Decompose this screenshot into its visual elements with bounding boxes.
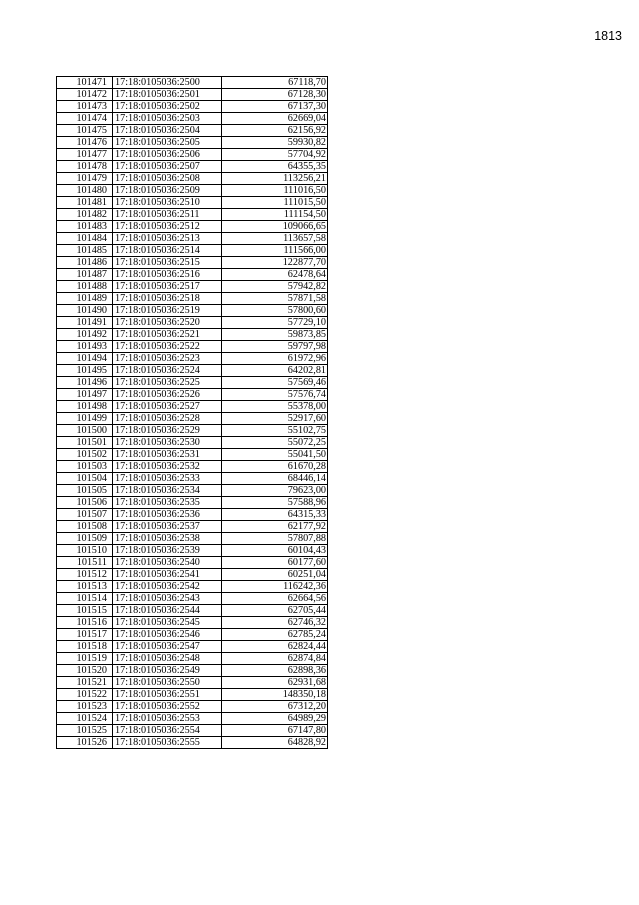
value-cell: 57704,92 (222, 149, 328, 161)
row-id-cell: 101482 (57, 209, 113, 221)
cadastral-number-cell: 17:18:0105036:2522 (113, 341, 222, 353)
row-id-cell: 101486 (57, 257, 113, 269)
row-id-cell: 101524 (57, 713, 113, 725)
row-id-cell: 101493 (57, 341, 113, 353)
table-row (57, 629, 328, 641)
row-id-cell: 101477 (57, 149, 113, 161)
cadastral-number-cell: 17:18:0105036:2532 (113, 461, 222, 473)
table-row (57, 305, 328, 317)
cadastral-number-cell: 17:18:0105036:2505 (113, 137, 222, 149)
row-id-cell: 101485 (57, 245, 113, 257)
row-id-cell: 101501 (57, 437, 113, 449)
cadastral-number-cell: 17:18:0105036:2540 (113, 557, 222, 569)
value-cell: 116242,36 (222, 581, 328, 593)
table-row (57, 209, 328, 221)
row-id-cell: 101525 (57, 725, 113, 737)
cadastral-number-cell: 17:18:0105036:2518 (113, 293, 222, 305)
row-id-cell: 101510 (57, 545, 113, 557)
table-row (57, 377, 328, 389)
table-row (57, 89, 328, 101)
cadastral-number-cell: 17:18:0105036:2552 (113, 701, 222, 713)
table-row (57, 533, 328, 545)
value-cell: 109066,65 (222, 221, 328, 233)
cadastral-number-cell: 17:18:0105036:2520 (113, 317, 222, 329)
table-row (57, 269, 328, 281)
row-id-cell: 101496 (57, 377, 113, 389)
value-cell: 60177,60 (222, 557, 328, 569)
row-id-cell: 101513 (57, 581, 113, 593)
value-cell: 111016,50 (222, 185, 328, 197)
cadastral-number-cell: 17:18:0105036:2551 (113, 689, 222, 701)
cadastral-number-cell: 17:18:0105036:2501 (113, 89, 222, 101)
row-id-cell: 101521 (57, 677, 113, 689)
row-id-cell: 101498 (57, 401, 113, 413)
value-cell: 57588,96 (222, 497, 328, 509)
value-cell: 113657,58 (222, 233, 328, 245)
cadastral-number-cell: 17:18:0105036:2548 (113, 653, 222, 665)
row-id-cell: 101491 (57, 317, 113, 329)
cadastral-number-cell: 17:18:0105036:2519 (113, 305, 222, 317)
cadastral-number-cell: 17:18:0105036:2515 (113, 257, 222, 269)
table-row (57, 593, 328, 605)
table-row (57, 401, 328, 413)
table-row (57, 569, 328, 581)
cadastral-number-cell: 17:18:0105036:2511 (113, 209, 222, 221)
value-cell: 64989,29 (222, 713, 328, 725)
cadastral-number-cell: 17:18:0105036:2529 (113, 425, 222, 437)
table-row (57, 557, 328, 569)
row-id-cell: 101480 (57, 185, 113, 197)
value-cell: 55041,50 (222, 449, 328, 461)
value-cell: 57800,60 (222, 305, 328, 317)
table-row (57, 173, 328, 185)
table-row (57, 77, 328, 89)
cadastral-number-cell: 17:18:0105036:2516 (113, 269, 222, 281)
table-row (57, 293, 328, 305)
value-cell: 64355,35 (222, 161, 328, 173)
table-row (57, 317, 328, 329)
value-cell: 111015,50 (222, 197, 328, 209)
cadastral-number-cell: 17:18:0105036:2508 (113, 173, 222, 185)
cadastral-number-cell: 17:18:0105036:2507 (113, 161, 222, 173)
row-id-cell: 101508 (57, 521, 113, 533)
value-cell: 68446,14 (222, 473, 328, 485)
cadastral-number-cell: 17:18:0105036:2509 (113, 185, 222, 197)
cadastral-number-cell: 17:18:0105036:2512 (113, 221, 222, 233)
table-row (57, 665, 328, 677)
row-id-cell: 101484 (57, 233, 113, 245)
table-row (57, 245, 328, 257)
value-cell: 60104,43 (222, 545, 328, 557)
row-id-cell: 101487 (57, 269, 113, 281)
row-id-cell: 101489 (57, 293, 113, 305)
row-id-cell: 101479 (57, 173, 113, 185)
row-id-cell: 101490 (57, 305, 113, 317)
row-id-cell: 101509 (57, 533, 113, 545)
table-row (57, 233, 328, 245)
table-row (57, 689, 328, 701)
table-row (57, 341, 328, 353)
row-id-cell: 101506 (57, 497, 113, 509)
value-cell: 62664,56 (222, 593, 328, 605)
value-cell: 122877,70 (222, 257, 328, 269)
cadastral-number-cell: 17:18:0105036:2526 (113, 389, 222, 401)
table-row (57, 365, 328, 377)
row-id-cell: 101483 (57, 221, 113, 233)
row-id-cell: 101481 (57, 197, 113, 209)
row-id-cell: 101472 (57, 89, 113, 101)
row-id-cell: 101512 (57, 569, 113, 581)
cadastral-number-cell: 17:18:0105036:2545 (113, 617, 222, 629)
table-row (57, 545, 328, 557)
value-cell: 79623,00 (222, 485, 328, 497)
cadastral-number-cell: 17:18:0105036:2534 (113, 485, 222, 497)
value-cell: 64828,92 (222, 737, 328, 749)
table-row (57, 509, 328, 521)
value-cell: 60251,04 (222, 569, 328, 581)
value-cell: 62746,32 (222, 617, 328, 629)
table-row (57, 101, 328, 113)
row-id-cell: 101505 (57, 485, 113, 497)
page-number: 1813 (594, 29, 622, 43)
row-id-cell: 101500 (57, 425, 113, 437)
value-cell: 64202,81 (222, 365, 328, 377)
value-cell: 62785,24 (222, 629, 328, 641)
value-cell: 59930,82 (222, 137, 328, 149)
table-row (57, 413, 328, 425)
cadastral-number-cell: 17:18:0105036:2554 (113, 725, 222, 737)
table-row (57, 197, 328, 209)
table-row (57, 281, 328, 293)
row-id-cell: 101511 (57, 557, 113, 569)
table-row (57, 605, 328, 617)
cadastral-number-cell: 17:18:0105036:2503 (113, 113, 222, 125)
table-row (57, 185, 328, 197)
table-row (57, 113, 328, 125)
cadastral-number-cell: 17:18:0105036:2539 (113, 545, 222, 557)
row-id-cell: 101471 (57, 77, 113, 89)
row-id-cell: 101499 (57, 413, 113, 425)
value-cell: 67312,20 (222, 701, 328, 713)
cadastral-number-cell: 17:18:0105036:2546 (113, 629, 222, 641)
cadastral-number-cell: 17:18:0105036:2514 (113, 245, 222, 257)
cadastral-number-cell: 17:18:0105036:2521 (113, 329, 222, 341)
table-row (57, 485, 328, 497)
value-cell: 62669,04 (222, 113, 328, 125)
value-cell: 62177,92 (222, 521, 328, 533)
value-cell: 57576,74 (222, 389, 328, 401)
table-row (57, 221, 328, 233)
table-row (57, 437, 328, 449)
row-id-cell: 101497 (57, 389, 113, 401)
value-cell: 55072,25 (222, 437, 328, 449)
cadastral-number-cell: 17:18:0105036:2538 (113, 533, 222, 545)
row-id-cell: 101523 (57, 701, 113, 713)
row-id-cell: 101514 (57, 593, 113, 605)
table-row (57, 389, 328, 401)
value-cell: 113256,21 (222, 173, 328, 185)
row-id-cell: 101473 (57, 101, 113, 113)
row-id-cell: 101526 (57, 737, 113, 749)
row-id-cell: 101520 (57, 665, 113, 677)
row-id-cell: 101517 (57, 629, 113, 641)
table-row (57, 737, 328, 749)
value-cell: 57871,58 (222, 293, 328, 305)
row-id-cell: 101478 (57, 161, 113, 173)
table-row (57, 161, 328, 173)
cadastral-number-cell: 17:18:0105036:2506 (113, 149, 222, 161)
value-cell: 67128,30 (222, 89, 328, 101)
value-cell: 62898,36 (222, 665, 328, 677)
value-cell: 67118,70 (222, 77, 328, 89)
cadastral-number-cell: 17:18:0105036:2543 (113, 593, 222, 605)
table-row (57, 677, 328, 689)
row-id-cell: 101522 (57, 689, 113, 701)
cadastral-number-cell: 17:18:0105036:2555 (113, 737, 222, 749)
value-cell: 61972,96 (222, 353, 328, 365)
cadastral-number-cell: 17:18:0105036:2500 (113, 77, 222, 89)
row-id-cell: 101503 (57, 461, 113, 473)
row-id-cell: 101507 (57, 509, 113, 521)
row-id-cell: 101519 (57, 653, 113, 665)
cadastral-number-cell: 17:18:0105036:2541 (113, 569, 222, 581)
cadastral-number-cell: 17:18:0105036:2530 (113, 437, 222, 449)
cadastral-number-cell: 17:18:0105036:2531 (113, 449, 222, 461)
value-cell: 111566,00 (222, 245, 328, 257)
value-cell: 62478,64 (222, 269, 328, 281)
table-row (57, 701, 328, 713)
cadastral-number-cell: 17:18:0105036:2547 (113, 641, 222, 653)
cadastral-number-cell: 17:18:0105036:2525 (113, 377, 222, 389)
row-id-cell: 101476 (57, 137, 113, 149)
table-row (57, 641, 328, 653)
value-cell: 148350,18 (222, 689, 328, 701)
table-row (57, 329, 328, 341)
table-row (57, 353, 328, 365)
value-cell: 52917,60 (222, 413, 328, 425)
table-row (57, 473, 328, 485)
value-cell: 57569,46 (222, 377, 328, 389)
cadastral-number-cell: 17:18:0105036:2527 (113, 401, 222, 413)
row-id-cell: 101494 (57, 353, 113, 365)
cadastral-number-cell: 17:18:0105036:2510 (113, 197, 222, 209)
value-cell: 67147,80 (222, 725, 328, 737)
value-cell: 64315,33 (222, 509, 328, 521)
cadastral-number-cell: 17:18:0105036:2524 (113, 365, 222, 377)
value-cell: 57729,10 (222, 317, 328, 329)
cadastral-number-cell: 17:18:0105036:2523 (113, 353, 222, 365)
table-row (57, 461, 328, 473)
table-row (57, 137, 328, 149)
cadastral-number-cell: 17:18:0105036:2544 (113, 605, 222, 617)
table-row (57, 125, 328, 137)
cadastral-number-cell: 17:18:0105036:2550 (113, 677, 222, 689)
value-cell: 57807,88 (222, 533, 328, 545)
cadastral-number-cell: 17:18:0105036:2513 (113, 233, 222, 245)
value-cell: 62705,44 (222, 605, 328, 617)
table-row (57, 497, 328, 509)
table-row (57, 653, 328, 665)
row-id-cell: 101518 (57, 641, 113, 653)
cadastral-number-cell: 17:18:0105036:2517 (113, 281, 222, 293)
value-cell: 55102,75 (222, 425, 328, 437)
value-cell: 62156,92 (222, 125, 328, 137)
value-cell: 59797,98 (222, 341, 328, 353)
row-id-cell: 101475 (57, 125, 113, 137)
row-id-cell: 101516 (57, 617, 113, 629)
cadastral-number-cell: 17:18:0105036:2533 (113, 473, 222, 485)
cadastral-number-cell: 17:18:0105036:2542 (113, 581, 222, 593)
value-cell: 59873,85 (222, 329, 328, 341)
value-cell: 62874,84 (222, 653, 328, 665)
cadastral-number-cell: 17:18:0105036:2536 (113, 509, 222, 521)
cadastral-number-cell: 17:18:0105036:2535 (113, 497, 222, 509)
value-cell: 62931,68 (222, 677, 328, 689)
table-row (57, 521, 328, 533)
row-id-cell: 101495 (57, 365, 113, 377)
row-id-cell: 101504 (57, 473, 113, 485)
cadastral-number-cell: 17:18:0105036:2502 (113, 101, 222, 113)
value-cell: 55378,00 (222, 401, 328, 413)
table-row (57, 725, 328, 737)
cadastral-number-cell: 17:18:0105036:2537 (113, 521, 222, 533)
value-cell: 111154,50 (222, 209, 328, 221)
table-row (57, 425, 328, 437)
data-table (56, 76, 328, 749)
value-cell: 67137,30 (222, 101, 328, 113)
row-id-cell: 101492 (57, 329, 113, 341)
value-cell: 61670,28 (222, 461, 328, 473)
row-id-cell: 101502 (57, 449, 113, 461)
table-row (57, 257, 328, 269)
table-body (57, 77, 328, 749)
cadastral-number-cell: 17:18:0105036:2549 (113, 665, 222, 677)
table-row (57, 617, 328, 629)
table-row (57, 149, 328, 161)
table-row (57, 713, 328, 725)
cadastral-number-cell: 17:18:0105036:2504 (113, 125, 222, 137)
value-cell: 57942,82 (222, 281, 328, 293)
cadastral-number-cell: 17:18:0105036:2553 (113, 713, 222, 725)
row-id-cell: 101515 (57, 605, 113, 617)
table-row (57, 581, 328, 593)
cadastral-number-cell: 17:18:0105036:2528 (113, 413, 222, 425)
row-id-cell: 101474 (57, 113, 113, 125)
value-cell: 62824,44 (222, 641, 328, 653)
table-row (57, 449, 328, 461)
row-id-cell: 101488 (57, 281, 113, 293)
